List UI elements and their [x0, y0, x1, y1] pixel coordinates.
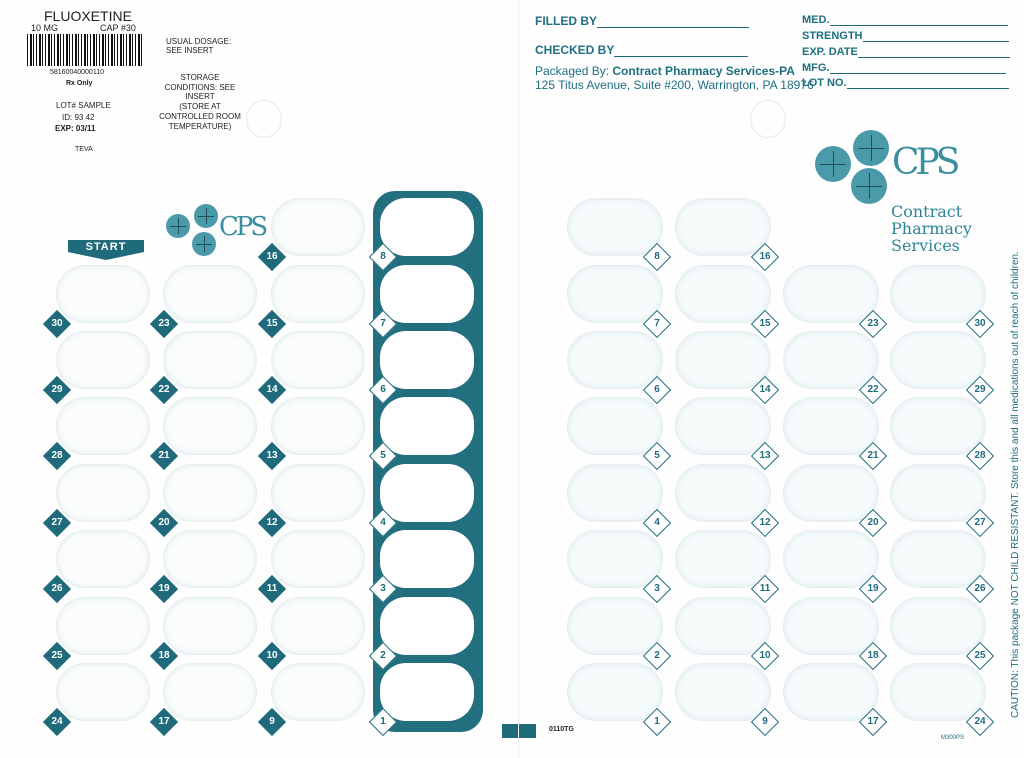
day-number-badge [257, 574, 287, 604]
cps-mark: CPS [219, 212, 266, 242]
day-number: 7 [654, 318, 660, 329]
pill-icon [166, 214, 190, 238]
day-number: 23 [158, 318, 170, 329]
day-number-badge [42, 641, 72, 671]
day-number: 8 [380, 251, 386, 262]
pill-icon [194, 204, 218, 228]
day-number-badge [257, 441, 287, 471]
day-number: 27 [51, 517, 63, 528]
day-number: 23 [867, 318, 879, 329]
day-number: 5 [654, 450, 660, 461]
day-number: 25 [974, 650, 986, 661]
day-number-badge [42, 309, 72, 339]
day-number: 21 [158, 450, 170, 461]
mfg-field: MFG. [802, 62, 1006, 74]
pill-icon [192, 232, 216, 256]
day-number: 11 [266, 583, 278, 594]
day-number: 12 [266, 517, 278, 528]
pill-icon [851, 168, 887, 204]
day-number: 22 [867, 384, 879, 395]
day-number: 1 [380, 716, 386, 727]
rx-only: Rx Only [66, 80, 93, 87]
code-bottom: 0110TG [549, 726, 574, 733]
pill-icon [853, 130, 889, 166]
day-number-badge [858, 707, 888, 737]
day-number-badge [750, 707, 780, 737]
day-number: 15 [759, 318, 771, 329]
day-number: 2 [654, 650, 660, 661]
storage-conditions: STORAGE CONDITIONS: SEE INSERT (STORE AT CONTROLLED ROOM TEMPERATURE) [159, 73, 241, 131]
day-number-badge [257, 508, 287, 538]
day-number: 24 [974, 716, 986, 727]
day-number: 13 [759, 450, 771, 461]
day-number-badge [149, 641, 179, 671]
med-field: MED. [802, 14, 1008, 26]
day-number-badge [42, 508, 72, 538]
code-corner: M300PS [941, 735, 965, 741]
day-number: 17 [867, 716, 879, 727]
exp-date-field: EXP. DATE [802, 46, 1010, 58]
day-number: 3 [654, 583, 660, 594]
day-number-badge [257, 309, 287, 339]
day-number: 18 [867, 650, 879, 661]
pharmacy-address: 125 Titus Avenue, Suite #200, Warrington, PA 18976 [535, 78, 814, 92]
logo-text: Contract Pharmacy Services [891, 202, 972, 255]
day-number: 3 [380, 583, 386, 594]
cps-logo-small [164, 204, 264, 260]
day-number: 10 [266, 650, 278, 661]
day-number: 2 [380, 650, 386, 661]
day-number: 20 [867, 517, 879, 528]
barcode [27, 34, 143, 66]
day-number-badge [257, 375, 287, 405]
day-number: 18 [158, 650, 170, 661]
day-number: 30 [974, 318, 986, 329]
day-number: 6 [654, 384, 660, 395]
day-number: 15 [266, 318, 278, 329]
day-number-badge [42, 441, 72, 471]
pill-icon [815, 146, 851, 182]
day-number: 14 [266, 384, 278, 395]
day-number: 14 [759, 384, 771, 395]
day-number-badge [965, 707, 995, 737]
day-number-badge [42, 574, 72, 604]
day-number: 1 [654, 716, 660, 727]
day-number-badge [257, 641, 287, 671]
center-fold [518, 0, 519, 758]
day-number: 4 [380, 517, 386, 528]
drug-strength: 10 MG [31, 23, 59, 33]
drug-name: FLUOXETINE [44, 8, 132, 24]
day-number-badge [642, 707, 672, 737]
day-number: 27 [974, 517, 986, 528]
day-number: 12 [759, 517, 771, 528]
day-number: 28 [51, 450, 63, 461]
start-label: START [85, 241, 127, 253]
day-number-badge [42, 375, 72, 405]
day-number: 5 [380, 450, 386, 461]
usual-dosage: USUAL DOSAGE: [166, 37, 232, 46]
day-number: 7 [380, 318, 386, 329]
day-number-badge [149, 309, 179, 339]
day-number: 29 [51, 384, 63, 395]
see-insert: SEE INSERT [166, 46, 214, 55]
day-number: 24 [51, 716, 63, 727]
checked-by: CHECKED BY [535, 43, 748, 57]
day-number: 25 [51, 650, 63, 661]
expiration: EXP: 03/11 [55, 124, 96, 133]
day-number: 4 [654, 517, 660, 528]
day-number: 17 [158, 716, 170, 727]
day-number-badge [149, 441, 179, 471]
day-number-badge [149, 375, 179, 405]
punch-hole-right [750, 100, 786, 138]
cps-logo-large [812, 128, 992, 258]
day-number: 9 [269, 716, 275, 727]
packaged-by: Packaged By: Contract Pharmacy Services-PA [535, 64, 795, 78]
punch-hole-left [246, 100, 282, 138]
filled-by: FILLED BY [535, 14, 749, 28]
color-code-divider [518, 724, 519, 738]
lot-no-field: LOT NO. [802, 77, 1009, 89]
day-number: 16 [266, 251, 278, 262]
day-number-badge [42, 707, 72, 737]
manufacturer: TEVA [75, 146, 93, 153]
day-number: 9 [762, 716, 768, 727]
day-number-badge [149, 574, 179, 604]
day-number: 30 [51, 318, 63, 329]
day-number: 20 [158, 517, 170, 528]
day-number: 19 [158, 583, 170, 594]
day-number: 11 [759, 583, 771, 594]
day-number-badge [257, 242, 287, 272]
color-code-swatch [502, 724, 536, 738]
day-number: 29 [974, 384, 986, 395]
day-number-badge [149, 707, 179, 737]
day-number: 22 [158, 384, 170, 395]
day-number: 28 [974, 450, 986, 461]
start-arrow [68, 240, 144, 260]
lot-number: LOT# SAMPLE [56, 101, 111, 110]
strength-field: STRENGTH [802, 30, 1009, 42]
day-number-badge [368, 707, 398, 737]
cps-mark: CPS [892, 142, 957, 183]
day-number: 21 [867, 450, 879, 461]
day-number: 16 [759, 251, 771, 262]
day-number: 26 [51, 583, 63, 594]
id-number: ID: 93 42 [62, 113, 95, 122]
drug-form: CAP #30 [100, 23, 136, 33]
day-number: 13 [266, 450, 278, 461]
day-number-badge [149, 508, 179, 538]
day-number-badge [257, 707, 287, 737]
day-number: 6 [380, 384, 386, 395]
day-number: 8 [654, 251, 660, 262]
barcode-number: 58160040000110 [50, 69, 104, 76]
day-number: 10 [759, 650, 771, 661]
day-number: 19 [867, 583, 879, 594]
day-number: 26 [974, 583, 986, 594]
caution-text: CAUTION: This package NOT CHILD RESISTANT. Store this and all medications out of reach of children. [1010, 251, 1021, 718]
